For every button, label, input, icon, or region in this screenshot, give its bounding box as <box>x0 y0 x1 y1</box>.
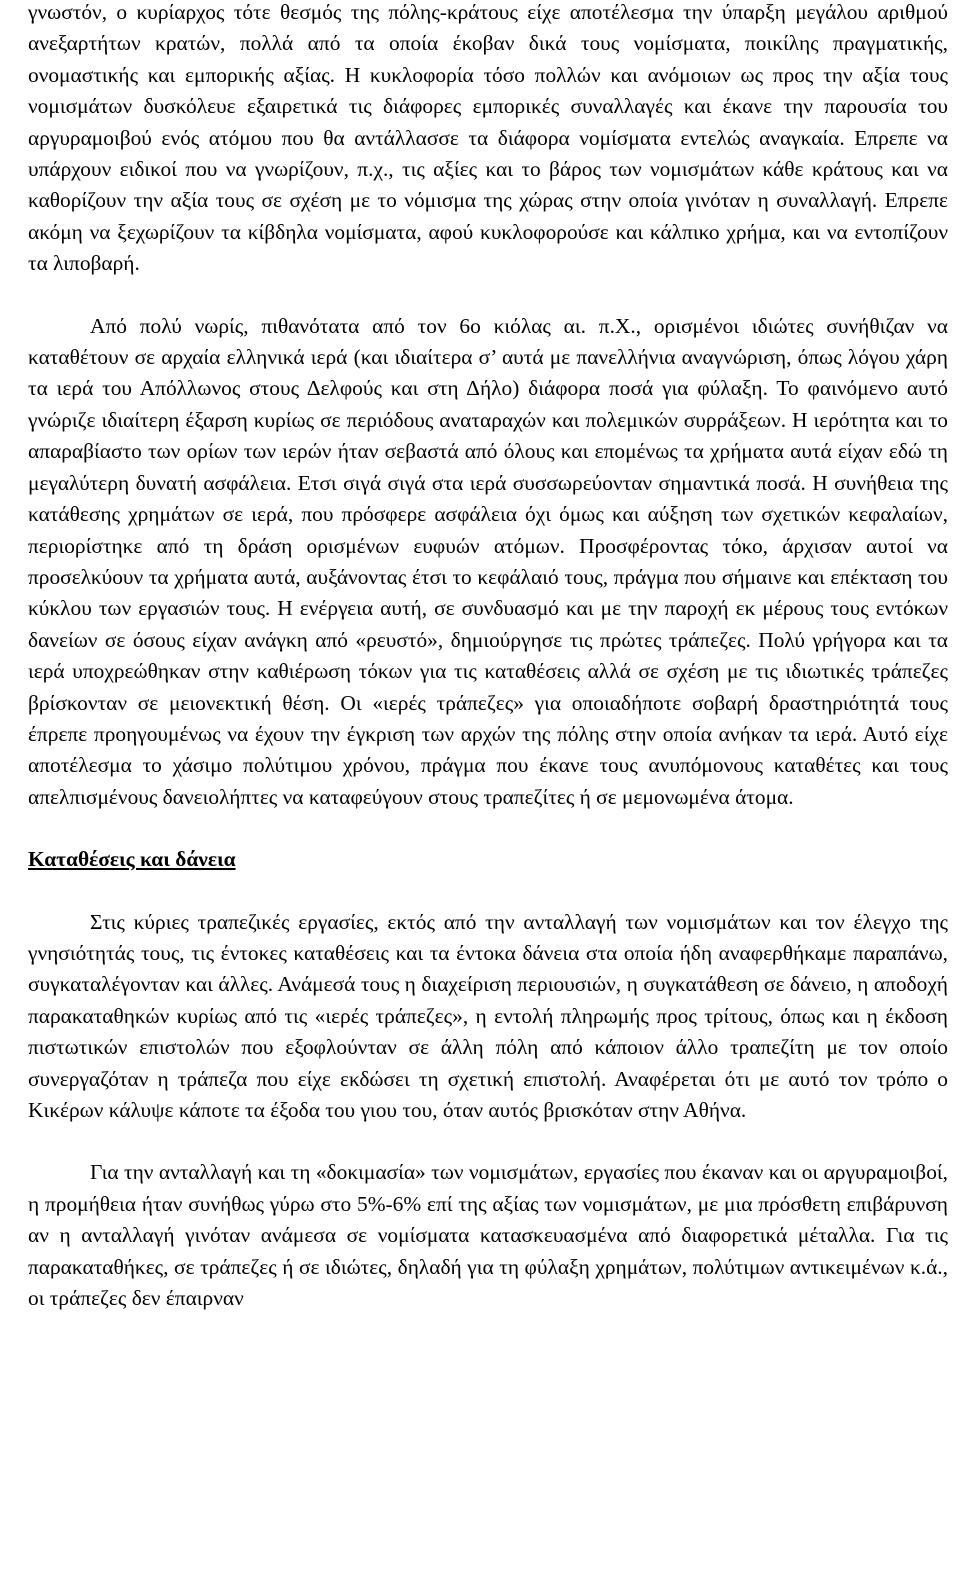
paragraph-spacer <box>28 876 948 907</box>
paragraph-monetary-exchange: γνωστόν, ο κυρίαρχος τότε θεσμός της πόλης-κράτους είχε αποτέλεσμα την ύπαρξη μεγάλου αριθμού ανεξαρτήτων κρατών, πολλά από τα οποία έκοβαν δικά τους νομίσματα, ποικίλης πραγματικής, ονομαστικής και εμπορικής αξίας. Η κυκλοφορία τόσο πολλών και ανόμοιων ως προς την αξία τους νομισμάτων δυσκόλευε εξαιρετικά τις διάφορες εμπορικές συναλλαγές και έκανε την παρουσία του αργυραμοιβού ενός ατόμου που θα αντάλλασσε τα διάφορα νομίσματα εντελώς αναγκαία. Επρεπε να υπάρχουν ειδικοί που να γνωρίζουν, π.χ., τις αξίες και το βάρος των νομισμάτων κάθε κράτους και να καθορίζουν την αξία τους σε σχέση με το νόμισμα της χώρας στην οποία γινόταν η συναλλαγή. Επρεπε ακόμη να ξεχωρίζουν τα κίβδηλα νομίσματα, αφού κυκλοφορούσε και κάλπικο χρήμα, και να εντοπίζουν τα λιποβαρή. <box>28 0 948 276</box>
paragraph-spacer <box>28 1126 948 1157</box>
paragraph-temple-deposits: Από πολύ νωρίς, πιθανότατα από τον 6ο κιόλας αι. π.Χ., ορισμένοι ιδιώτες συνήθιζαν να καταθέτουν σε αρχαία ελληνικά ιερά (και ιδιαίτερα σ’ αυτά με πανελλήνια αναγνώριση, όπως λόγου χάρη τα ιερά του Απόλλωνος στους Δελφούς και στη Δήλο) διάφορα ποσά για φύλαξη. Το φαινόμενο αυτό γνώριζε ιδιαίτερη έξαρση κυρίως σε περιόδους αναταραχών και πολεμικών συρράξεων. Η ιερότητα και το απαραβίαστο των ορίων των ιερών ήταν σεβαστά από όλους και επομένως τα χρήματα αυτά είχαν εδώ τη μεγαλύτερη δυνατή ασφάλεια. Ετσι σιγά σιγά στα ιερά συσσωρεύονταν σημαντικά ποσά. Η συνήθεια της κατάθεσης χρημάτων σε ιερά, που πρόσφερε ασφάλεια όχι όμως και αύξηση των σχετικών κεφαλαίων, περιορίστηκε από τη δράση ορισμένων ευφυών ατόμων. Προσφέροντας τόκο, άρχισαν αυτοί να προσελκύουν τα χρήματα αυτά, αυξάνοντας έτσι το κεφάλαιό τους, πράγμα που σήμαινε και επέκταση του κύκλου των εργασιών τους. Η ενέργεια αυτή, σε συνδυασμό και με την παροχή εκ μέρους τους εντόκων δανείων σε όσους είχαν ανάγκη από «ρευστό», δημιούργησε τις πρώτες τράπεζες. Πολύ γρήγορα και τα ιερά υποχρεώθηκαν στην καθιέρωση τόκων για τις καταθέσεις αλλά σε σχέση με τις ιδιωτικές τράπεζες βρίσκονταν σε μειονεκτική θέση. Οι «ιερές τράπεζες» για οποιαδήποτε σοβαρή δραστηριότητά τους έπρεπε προηγουμένως να έχουν την έγκριση των αρχών της πόλης στην οποία ανήκαν τα ιερά. Αυτό είχε αποτέλεσμα το χάσιμο πολύτιμου χρόνου, πράγμα που έκανε τους ανυπόμονους καταθέτες και τους απελπισμένους δανειολήπτες να καταφεύγουν στους τραπεζίτες ή σε μεμονωμένα άτομα. <box>28 313 948 809</box>
section-heading: Καταθέσεις και δάνεια <box>28 847 236 872</box>
paragraph-spacer <box>28 813 948 844</box>
paragraph-spacer <box>28 280 948 311</box>
paragraph-exchange-fees: Για την ανταλλαγή και τη «δοκιμασία» των νομισμάτων, εργασίες που έκαναν και οι αργυραμοιβοί, η προμήθεια ήταν συνήθως γύρω στο 5%-6% επί της αξίας των νομισμάτων, με μια πρόσθετη επιβάρυνση αν η ανταλλαγή γινόταν ανάμεσα σε νομίσματα κατασκευασμένα από διαφορετικά μέταλλα. Για τις παρακαταθήκες, σε τράπεζες ή σε ιδιώτες, δηλαδή για τη φύλαξη χρημάτων, πολύτιμων αντικειμένων κ.ά., οι τράπεζες δεν έπαιρναν <box>28 1160 948 1311</box>
paragraph-banking-operations: Στις κύριες τραπεζικές εργασίες, εκτός από την ανταλλαγή των νομισμάτων και τον έλεγχο της γνησιότητάς τους, τις έντοκες καταθέσεις και τα έντοκα δάνεια στα οποία ήδη αναφερθήκαμε παραπάνω, συγκαταλέγονταν και άλλες. Ανάμεσά τους η διαχείριση περιουσιών, η συγκατάθεση σε δάνειο, η αποδοχή παρακαταθηκών κυρίως από τις «ιερές τράπεζες», η εντολή πληρωμής προς τρίτους, όπως και η έκδοση πιστωτικών επιστολών που εξοφλούνταν σε άλλη πόλη από κάποιον άλλο τραπεζίτη με τον οποίο συνεργαζόταν η τράπεζα που είχε εκδώσει τη σχετική επιστολή. Αναφέρεται ότι με αυτό τον τρόπο ο Κικέρων κάλυψε κάποτε τα έξοδα του γιου του, όταν αυτός βρισκόταν στην Αθήνα. <box>28 909 948 1122</box>
